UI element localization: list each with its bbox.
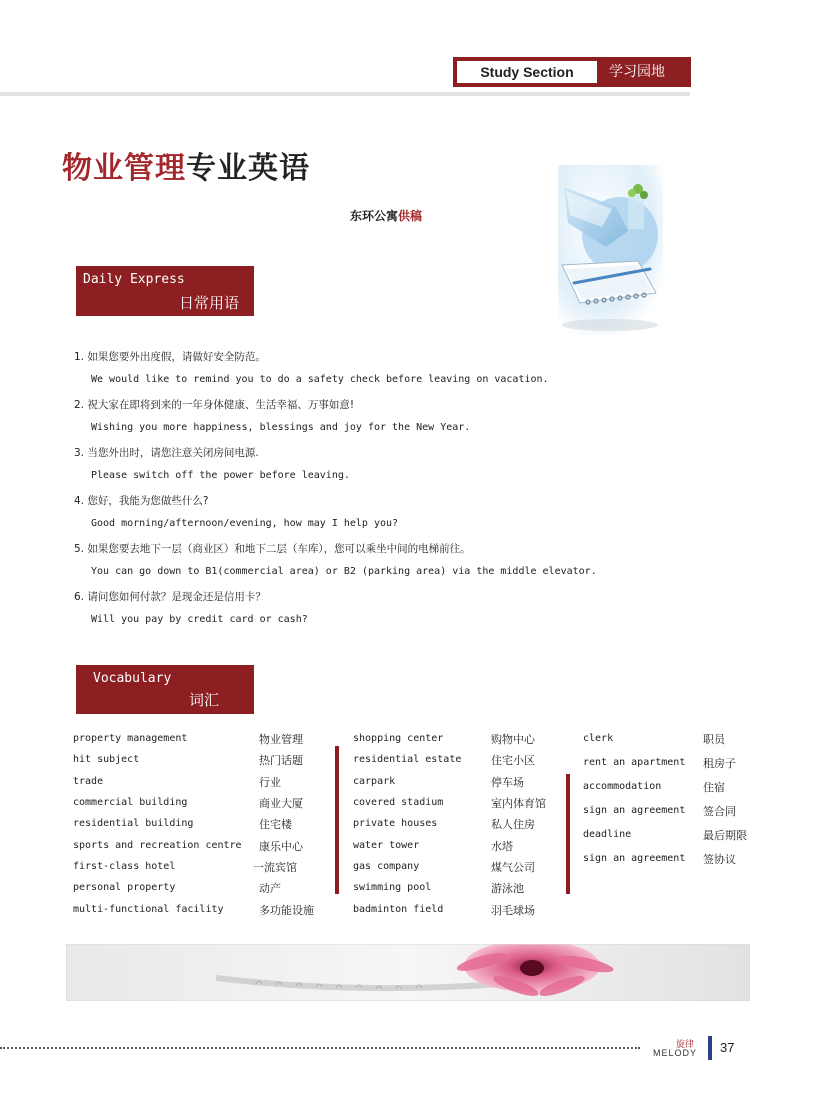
phrase-en: You can go down to B1(commercial area) or B2 (parking area) via the middle elevator. (91, 566, 597, 577)
vocab-term-en: carpark (353, 776, 396, 787)
title-highlight: 物业管理 (62, 151, 186, 186)
daily-heading-cn: 日常用语 (179, 294, 240, 312)
vocab-term-en: sign an agreement (583, 853, 686, 864)
vocab-term-cn: 多功能设施 (259, 904, 314, 917)
vocab-term-cn: 职员 (703, 733, 725, 746)
vocab-term-en: multi-functional facility (73, 904, 224, 915)
vocab-term-en: property management (73, 733, 188, 744)
byline (350, 207, 422, 224)
vocab-term-en: residential building (73, 818, 194, 829)
vocab-term-cn: 水塔 (491, 840, 513, 853)
phrase-cn: 3. 当您外出时，请您注意关闭房间电源. (74, 447, 259, 459)
vocab-term-cn: 商业大厦 (259, 797, 303, 810)
title-rest: 专业英语 (186, 151, 310, 186)
section-label-cn: 学习园地 (609, 64, 665, 80)
vocab-term-cn: 游泳池 (491, 882, 524, 895)
section-label-en: Study Section (457, 61, 597, 83)
notebook-photo (558, 165, 663, 335)
phrase-en: Good morning/afternoon/evening, how may I help you? (91, 518, 399, 529)
phrase-cn: 6. 请问您如何付款？是现金还是信用卡？ (74, 591, 266, 603)
vocab-term-cn: 住宅楼 (259, 818, 292, 831)
vocab-term-en: gas company (353, 861, 420, 872)
flower-banner-image (66, 944, 750, 1001)
vocab-term-en: clerk (583, 733, 614, 744)
phrase-en: Please switch off the power before leaving. (91, 470, 350, 481)
phrase-cn: 2. 祝大家在即将到来的一年身体健康、生活幸福、万事如意! (74, 399, 355, 411)
vocab-heading-en: Vocabulary (93, 671, 172, 686)
vocab-term-en: badminton field (353, 904, 444, 915)
vocab-term-cn: 购物中心 (491, 733, 535, 746)
byline-author: 东环公寓 (350, 209, 399, 223)
phrase-cn: 1. 如果您要外出度假，请做好安全防范。 (74, 351, 266, 363)
phrase-en: Will you pay by credit card or cash? (91, 614, 308, 625)
vocab-term-en: residential estate (353, 754, 462, 765)
vocab-term-cn: 动产 (259, 882, 281, 895)
vocabulary-heading (76, 665, 254, 714)
brand-name-cn: 旋律 (676, 1040, 695, 1050)
page-number: 37 (720, 1040, 735, 1055)
vocab-term-en: hit subject (73, 754, 140, 765)
vocab-term-en: private houses (353, 818, 438, 829)
vocab-term-en: rent an apartment (583, 757, 686, 768)
vocab-term-cn: 室内体育馆 (491, 797, 546, 810)
phrase-en: Wishing you more happiness, blessings and joy for the New Year. (91, 422, 471, 433)
vocab-term-en: commercial building (73, 797, 188, 808)
vocab-term-cn: 签协议 (703, 853, 736, 866)
vocab-term-cn: 行业 (259, 776, 281, 789)
vocab-term-en: water tower (353, 840, 420, 851)
header-rule (0, 92, 690, 96)
vocab-term-cn: 签合同 (703, 805, 736, 818)
vocab-term-cn: 私人住房 (491, 818, 535, 831)
vocab-term-en: first-class hotel (73, 861, 176, 872)
vocab-term-en: personal property (73, 882, 176, 893)
article-title (62, 143, 310, 187)
vocab-term-en: trade (73, 776, 104, 787)
vocab-term-en: swimming pool (353, 882, 432, 893)
vocab-term-en: sign an agreement (583, 805, 686, 816)
page-number-bar (708, 1036, 712, 1060)
vocab-term-en: shopping center (353, 733, 444, 744)
vocab-term-cn: 最后期限 (703, 829, 747, 842)
vocab-term-cn: 热门话题 (259, 754, 303, 767)
column-divider (335, 746, 339, 894)
column-divider (566, 774, 570, 894)
vocab-term-cn: 住宿 (703, 781, 725, 794)
vocab-term-en: accommodation (583, 781, 662, 792)
vocab-term-en: deadline (583, 829, 632, 840)
vocab-term-cn: 康乐中心 (259, 840, 303, 853)
vocab-term-cn: 物业管理 (259, 733, 303, 746)
vocab-term-cn: 煤气公司 (491, 861, 535, 874)
byline-suffix: 供稿 (398, 209, 423, 223)
vocab-term-cn: 羽毛球场 (491, 904, 535, 917)
vocab-term-cn: 住宅小区 (491, 754, 535, 767)
brand-name-en: MELODY (653, 1048, 698, 1058)
phrase-cn: 4. 您好，我能为您做些什么? (74, 495, 209, 507)
vocab-term-en: covered stadium (353, 797, 444, 808)
footer-dotted-rule (0, 1047, 640, 1049)
section-tag (453, 57, 691, 87)
phrase-en: We would like to remind you to do a safety check before leaving on vacation. (91, 374, 549, 385)
vocab-term-en: sports and recreation centre (73, 840, 242, 851)
daily-express-heading (76, 266, 254, 316)
vocab-term-cn: 停车场 (491, 776, 524, 789)
vocab-heading-cn: 词汇 (189, 691, 220, 709)
vocab-term-cn: 租房子 (703, 757, 736, 770)
daily-heading-en: Daily Express (83, 272, 185, 287)
phrase-cn: 5. 如果您要去地下一层（商业区）和地下二层（车库），您可以乘坐中间的电梯前往。 (74, 543, 471, 555)
vocab-term-cn: 一流宾馆 (253, 861, 297, 874)
